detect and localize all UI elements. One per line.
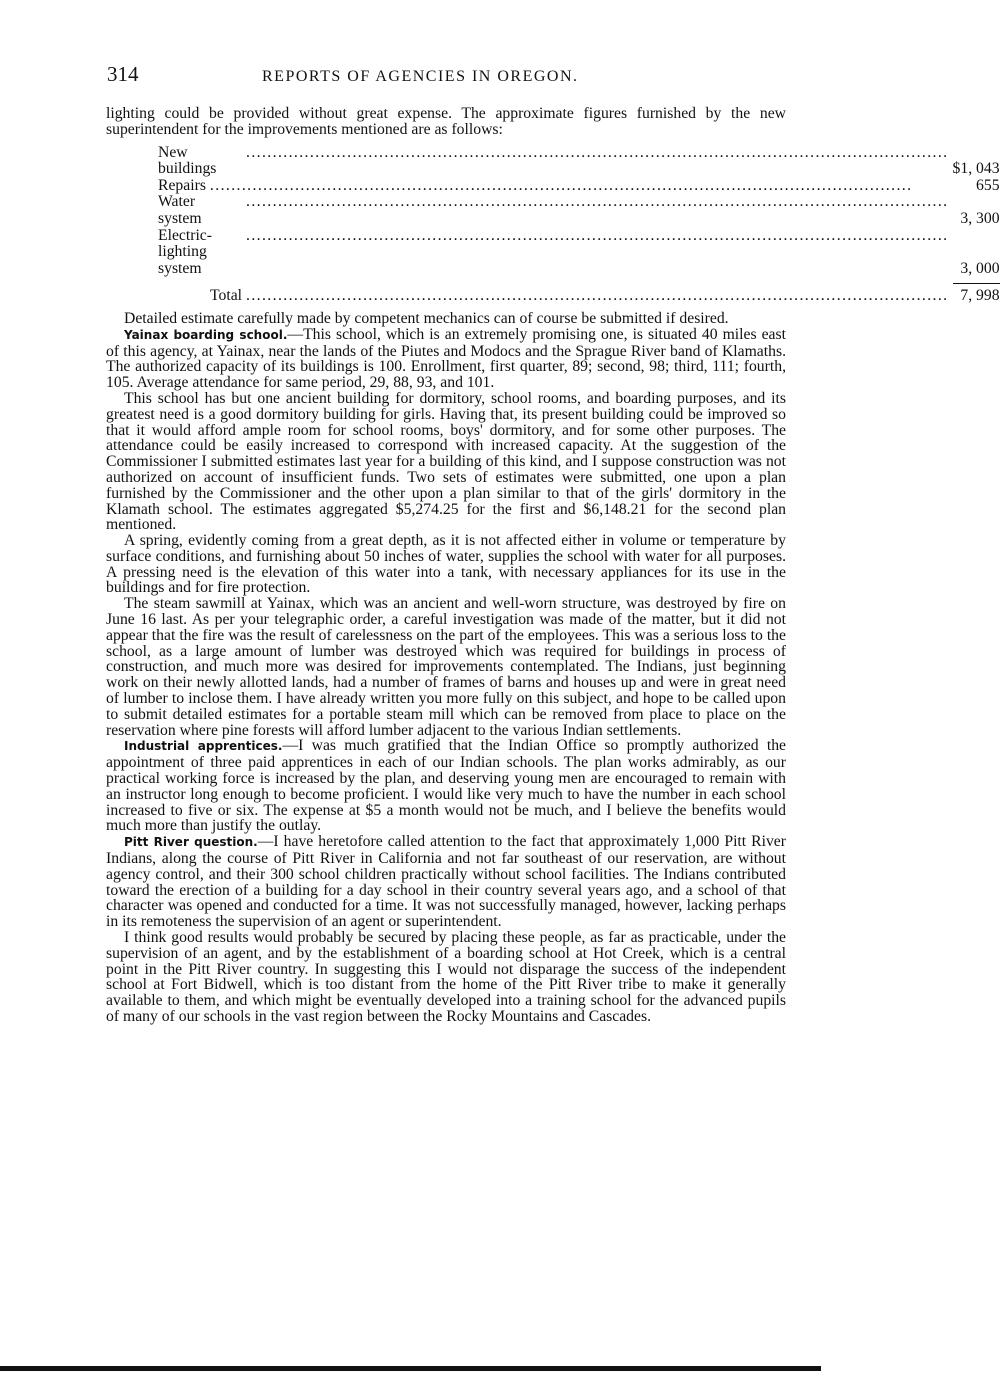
section-heading-pitt-river: Pitt River question.: [124, 835, 258, 850]
paragraph-yainax-school: [106, 327, 786, 391]
page-bottom-border: [0, 1366, 821, 1371]
paragraph-detailed-estimate: Detailed estimate carefully made by competent mechanics can of course be submitted if desired.: [124, 309, 729, 327]
paragraph-pitt-river: [106, 834, 786, 930]
leader-dots: [246, 194, 949, 211]
estimate-amount: 3, 300: [960, 209, 1000, 227]
paragraph-industrial-apprentices: [106, 738, 786, 834]
intro-paragraph: lighting could be provided without great expense. The approximate figures furnished by the new superintendent for the improvements mentioned are as follows:: [106, 105, 786, 138]
page-number: 314: [107, 62, 139, 86]
paragraph-sawmill-fire: The steam sawmill at Yainax, which was an ancient and well-worn structure, was destroyed by fire on June 16 last. As per your telegraphic order, a careful investigation was made of the matter, but it did not appear that the fire was the result of carelessness on the part of the employees. This was a serious loss to the school, as a large amount of lumber was destroyed which was required for buildings in process of construction, and much more was desired for improvements contemplated. The Indians, just beginning work on their newly allotted lands, had a number of frames of barns and houses up and were in great need of lumber to inclose them. I have already written you more fully on this subject, and hope to be called upon to submit detailed estimates for a portable steam mill which can be removed from place to place on the reservation where pine forests will afford lumber adjacent to the various Indian settlements.: [106, 595, 786, 739]
leader-dots: [210, 178, 949, 195]
estimate-item: New buildings: [158, 143, 217, 178]
paragraph-dormitory-need: This school has but one ancient building for dormitory, school rooms, and boarding purposes, and its greatest need is a good dormitory building for girls. Having that, its present building could be improved so that it would afford ample room for school rooms, boys' dormitory, and for some other purposes. The attendance could be easily increased to correspond with increased capacity. At the suggestion of the Commissioner I submitted estimates last year for a building of this kind, and I suppose construction was not authorized on account of insufficient funds. Two sets of estimates were submitted, one upon a plan furnished by the Commissioner and the other upon a plan similar to that of the girls' dormitory in the Klamath school. The estimates aggregated $5,274.25 for the first and $6,148.21 for the second plan mentioned.: [106, 389, 786, 534]
report-body: [106, 105, 1000, 1025]
leader-dots: [246, 288, 949, 305]
estimate-row: [158, 228, 1000, 278]
improvement-estimates-table: [158, 145, 1000, 305]
leader-dots: [246, 145, 949, 162]
estimate-row: [158, 178, 1000, 195]
section-heading-yainax: Yainax boarding school.: [124, 327, 288, 342]
paragraph-text: —This school, which is an extremely promising one, is situated 40 miles east of this agency, at Yainax, near the lands of the Piutes and Modocs and the Sprague River band of Klamaths. The authorized capacity of its buildings is 100. Enrollment, first quarter, 89; second, 98; third, 111; fourth, 105. Average attendance for same period, 29, 88, 93, and 101.: [106, 325, 786, 392]
estimate-amount: $1, 043: [952, 160, 1000, 178]
estimate-amount: 655: [976, 176, 1000, 194]
estimate-item: Electric-lighting system: [158, 226, 212, 277]
paragraph-text: —I have heretofore called attention to the fact that approximately 1,000 Pitt River Indians, along the course of Pitt River in California and not far southeast of our reservation, are without agency control, and their 300 school children practically without school facilities. The Indians contributed toward the erection of a building for a day school in their country several years ago, and a school of that character was opened and conducted for a time. It was not successfully managed, however, lacking perhaps in its remoteness the supervision of an agent or superintendent.: [106, 833, 786, 931]
estimate-item: Repairs: [158, 176, 206, 194]
paragraph-text: —I was much gratified that the Indian Office so promptly authorized the appointment of three paid apprentices in each of our Indian schools. The plan works admirably, as our practical working force is increased by the plan, and deserving young men are encouraged to remain with an instructor long enough to become proficient. I would like very much to have the number in each school increased to five or six. The expense at $5 a month would not be much, and I believe the benefits would much more than justify the outlay.: [106, 737, 786, 835]
section-heading-apprentices: Industrial apprentices.: [124, 739, 283, 754]
estimate-row: [158, 194, 1000, 227]
running-head: REPORTS OF AGENCIES IN OREGON.: [262, 68, 579, 85]
paragraph-boarding-school-proposal: I think good results would probably be secured by placing these people, as far as practicable, under the supervision of an agent, and by the establishment of a boarding school at Hot Creek, which is a central point in the Pitt River country. In suggesting this I would not disparage the success of the independent school at Fort Bidwell, which is too distant from the home of the Pitt River tribe to make it generally available to them, and which might be eventually developed into a training school for the advanced pupils of many of our schools in the vast region between the Rocky Mountains and Cascades.: [106, 929, 786, 1025]
leader-dots: [246, 228, 949, 245]
total-amount: 7, 998: [960, 287, 1000, 305]
estimate-row: [158, 145, 1000, 178]
estimate-amount: 3, 000: [960, 259, 1000, 277]
estimate-total-row: [158, 284, 1000, 305]
estimate-item: Water system: [158, 193, 202, 227]
total-label: Total: [210, 287, 243, 305]
paragraph-water-supply: A spring, evidently coming from a great depth, as it is not affected either in volume or temperature by surface conditions, and furnishing about 50 inches of water, supplies the school with water for all purposes. A pressing need is the elevation of this water into a tank, with necessary appliances for its use in the buildings and for fire protection.: [106, 532, 786, 597]
